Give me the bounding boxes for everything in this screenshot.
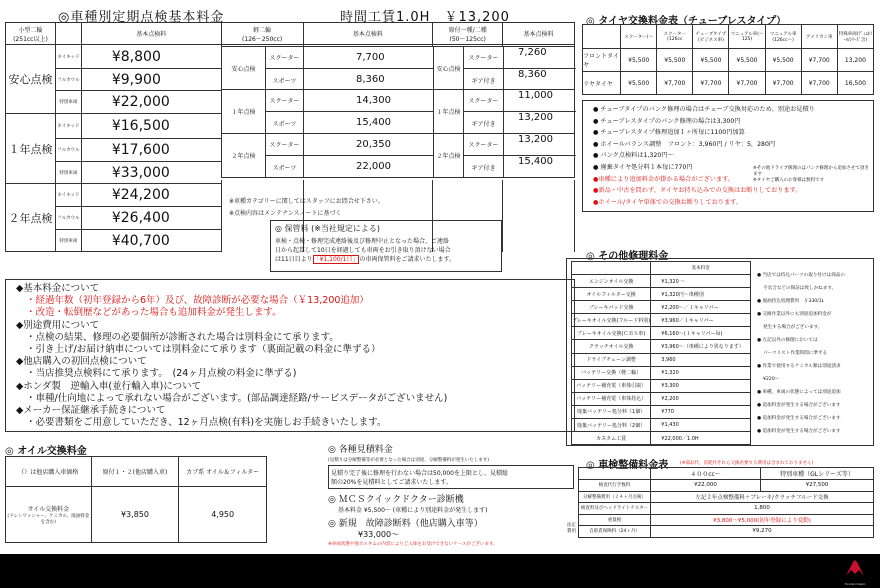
- page-title: ◎車種別定期点検基本料金: [58, 10, 225, 25]
- tire-table: [582, 24, 874, 95]
- tire-fee-cell: ¥5,500: [765, 49, 801, 72]
- tire-header-cell: スクーター(〜: [621, 25, 657, 49]
- other-item-name: バッテリー補充電（車体持込）: [572, 392, 651, 405]
- shaken-item-value: ¥22,000: [651, 480, 761, 492]
- mid-fee: 20,350: [304, 134, 434, 156]
- other-row: [572, 419, 751, 432]
- col-large-fee: 基本点検料: [81, 23, 221, 45]
- other-item-name: オイルフィルター交換: [572, 288, 651, 301]
- large-group-label: １年点検: [6, 114, 56, 184]
- basic-note-line: ◆別途費用について: [16, 319, 100, 331]
- large-fee: ¥17,600: [81, 139, 221, 162]
- shaken-item-value-special: ¥27,500: [761, 480, 874, 492]
- tire-row: [583, 49, 874, 72]
- large-fee: ¥26,400: [81, 207, 221, 230]
- oil-row-label-sub: (ドレンワッシャー、ケミカル、廃油料金を含む): [7, 514, 90, 525]
- mid-type: スクーター: [266, 90, 304, 112]
- other-item-name: クラッチオイル交換: [572, 340, 651, 353]
- oil-fee-cub: 4,950: [179, 487, 267, 543]
- small-group-label: ２年点検: [434, 134, 464, 177]
- other-row: [572, 405, 751, 418]
- tire-note-line: ● パンク点検料は1,320円〜: [593, 152, 674, 160]
- shaken-row: [579, 491, 874, 503]
- shaken-title: ◎ 車検整備料金表: [586, 460, 669, 471]
- tire-fee-cell: ¥7,700: [729, 72, 765, 95]
- shaken-item-name: 自賠責保険料（24ヶ月）: [579, 526, 651, 538]
- col-mid-fee: 基本点検料: [303, 23, 433, 45]
- oil-header-note: （）は他店購入車価格: [6, 457, 92, 487]
- small-group-label: １年点検: [434, 90, 464, 133]
- other-title: ◎ その他修理料金: [586, 251, 669, 262]
- large-type: 特別車両: [55, 230, 81, 252]
- mid-group-label: １年点検: [222, 90, 266, 133]
- labor-rate: 時間工賃1.0H ￥13,200: [340, 10, 510, 25]
- small-type: スクーター: [464, 134, 504, 156]
- other-item-name: カスタム工賃: [572, 432, 651, 445]
- shaken-table: [578, 467, 874, 538]
- storage-text-2: 日から起算して10日を経過しても車両をお引き取り頂けない場合: [275, 247, 451, 254]
- small-fee: 7,260: [504, 47, 576, 69]
- other-item-fee: ¥2,200: [651, 392, 751, 405]
- other-header-row: [572, 262, 751, 275]
- oil-fee-small: ¥3,850: [91, 487, 179, 543]
- large-type: ネイキッド: [55, 114, 81, 139]
- tire-header-cell: マニュアル車(〜125): [729, 25, 765, 49]
- mid-type: スポーツ: [266, 112, 304, 134]
- other-row: [572, 379, 751, 392]
- estimate-title: ◎ 各種見積料金: [328, 445, 393, 455]
- tire-fee-cell: ¥7,700: [657, 72, 693, 95]
- other-side-note: パーツリスト作業時間に準ずる: [757, 351, 828, 356]
- tire-row-label: フロントタイヤ: [583, 49, 621, 72]
- other-item-name: ブレーキオイル交換(フルード料別): [572, 314, 651, 327]
- other-side-note: ● 追加料金が発生する場合がございます: [757, 403, 841, 408]
- other-item-name: ブレーキオイル交換(ＣＢＳ車): [572, 327, 651, 340]
- shaken-item-name: 重量税: [579, 514, 651, 526]
- mid-small-group: [221, 46, 575, 90]
- mid-type: スクーター: [266, 47, 304, 69]
- storage-text-3-pre: は11日目より: [275, 256, 313, 263]
- shaken-note: (※部品代、消耗代それら交換必要する費用は含まれておりません): [680, 461, 814, 466]
- estimate-box-line-1: 見積り完了後に修理を行わない場合は50,000を上限とし、見積総: [331, 470, 508, 477]
- tire-note-line: ● ホイールバランス調整 フロント：3,960円 / リヤ：5，280円: [593, 140, 776, 148]
- storage-daily-fee: 「¥1,100/1日」: [313, 256, 359, 263]
- shaken-item-value: 1,800: [651, 503, 874, 515]
- tire-note-line: ● チューブレスタイプのパンク修理の場合は3,300円: [593, 117, 741, 125]
- shaken-row: [579, 503, 874, 515]
- tire-header-row: [583, 25, 874, 49]
- basic-note-line: ◆ホンダ製 逆輸入車(並行輸入車)について: [16, 380, 202, 392]
- small-group-label: 安心点検: [434, 47, 464, 90]
- shaken-header-400: ４００cc〜: [651, 468, 761, 480]
- mid-fee: 14,300: [304, 90, 434, 112]
- small-type: ギア付き: [464, 112, 504, 134]
- tire-note-line: ●新品・中古を問わず、タイヤお持ち込みでの交換はお断りしております。: [593, 187, 802, 195]
- small-fee: 8,360: [518, 69, 547, 80]
- other-row: [572, 432, 751, 445]
- basic-note-line: ・当店推奨点検料にて承ります。 (24ヶ月点検の料金に準ずる): [26, 368, 297, 380]
- shaken-item-name: 検査代行手数料: [579, 480, 651, 492]
- tire-header-cell: マニュアル車(126cc〜): [765, 25, 801, 49]
- oil-title: ◎ オイル交換料金: [5, 446, 87, 457]
- small-fee-cell: [503, 207, 575, 230]
- storage-title: ◎ 保管料 (※当社規定による): [275, 224, 381, 233]
- other-table: [571, 261, 751, 445]
- col-mid-sub: (126〜250cc): [242, 35, 283, 43]
- mid-type: スポーツ: [266, 69, 304, 91]
- other-row: [572, 288, 751, 301]
- other-side-note: ● 追加料金が発生する場合がございます: [757, 429, 841, 434]
- col-small-header: [433, 23, 503, 45]
- tire-header-cell: チューブタイプ(ビジネス車): [693, 25, 729, 49]
- col-small-title: 原付一種/二種: [448, 26, 487, 34]
- basic-note-line: ・経過年数（初年登録から6年）及び、故障診断が必要な場合（￥13,200追加）: [26, 295, 369, 307]
- basic-note-line: ◆メーカー保証継承手続きについて: [16, 405, 166, 417]
- oil-header-small: 原付１・２(他店購入車): [91, 457, 179, 487]
- mid-type: スポーツ: [266, 156, 304, 178]
- tire-fee-cell: ¥5,500: [621, 72, 657, 95]
- shaken-row: [579, 526, 874, 538]
- tire-fee-cell: ¥5,500: [729, 49, 765, 72]
- col-large-header: [6, 23, 56, 45]
- other-side-note: ● 当店では持込パーツの取り付けは商品の: [757, 273, 845, 278]
- other-row: [572, 340, 751, 353]
- tire-side-note-2: ※タイヤご購入のお客様は無料です: [753, 178, 825, 183]
- small-fee: 13,200: [504, 134, 576, 156]
- large-group-label: ２年点検: [6, 184, 56, 252]
- note-content: ※点検内容はメンテナンスノートに基づく: [229, 210, 342, 217]
- large-group-label: 安心点検: [6, 45, 56, 114]
- shaken-row: [579, 514, 874, 526]
- small-group-cell: [433, 184, 503, 207]
- other-item-name: 廃棄バッテリー処分料（2個）: [572, 419, 651, 432]
- other-item-fee: 3,960: [651, 353, 751, 366]
- basic-notes-list: [16, 283, 564, 429]
- basic-notes-box: [5, 279, 575, 432]
- tire-notes-list: [593, 104, 863, 208]
- tire-header-cell: アメリカン車: [801, 25, 837, 49]
- small-fee-cell: [503, 184, 575, 207]
- storage-text-1: 車検・点検・修理完成連絡後及び修理中止となった場合、ご連絡: [275, 238, 450, 245]
- other-item-name: 廃棄バッテリー処分料（1個）: [572, 405, 651, 418]
- oil-header-cub: カブ系 オイル＆フィルター: [179, 457, 267, 487]
- large-type: 特別車両: [55, 91, 81, 114]
- other-side-note: ● 左記以外の修理においては: [757, 338, 818, 343]
- large-fee: ¥9,900: [81, 69, 221, 91]
- tire-row-label: リヤタイヤ: [583, 72, 621, 95]
- small-fee: 13,200: [518, 112, 553, 123]
- tire-fee-cell: 16,500: [837, 72, 873, 95]
- other-item-fee: ¥3,960／１キャリパー: [651, 314, 751, 327]
- other-header-fee: 基本料金: [651, 262, 751, 275]
- estimate-box: [328, 465, 574, 489]
- tire-fee-cell: ¥5,500: [621, 49, 657, 72]
- oil-table: [5, 456, 267, 543]
- mid-fee: 7,700: [304, 47, 434, 69]
- small-fee: 15,400: [518, 156, 553, 167]
- large-fee: ¥8,800: [81, 45, 221, 69]
- small-type: スクーター: [464, 90, 504, 112]
- basic-note-line: ・車種/仕向地によって承れない場合がございます。(部品調達経路/サービスデータがございません): [26, 392, 448, 404]
- shaken-header-row: [579, 468, 874, 480]
- other-item-fee: ¥22,000／1.0H: [651, 432, 751, 445]
- tire-fee-cell: ¥7,700: [693, 72, 729, 95]
- mid-type: スクーター: [266, 134, 304, 156]
- other-header-blank: [572, 262, 651, 275]
- other-item-name: ブレーキパッド交換: [572, 301, 651, 314]
- basic-note-line: ◆基本料金について: [16, 283, 100, 294]
- other-item-fee: ¥1,320円〜車種別: [651, 288, 751, 301]
- estimate-note: (見積りは分解整備等が必要となった場合は別途、分解整備料が発生いたします): [328, 458, 490, 463]
- tire-note-line: ● チューブレスタイプ修理追加１ヶ所毎に1100円加算: [593, 129, 745, 137]
- diag-fee: ¥33,000〜: [358, 530, 400, 539]
- col-large-sub: (251cc以上): [13, 35, 48, 43]
- other-item-fee: ¥1,320: [651, 366, 751, 379]
- shaken-item-value: 左記２年点検整備料＋ブレーキ/クラッチフルード交換: [651, 491, 874, 503]
- tire-fee-cell: ¥7,700: [801, 49, 837, 72]
- tire-fee-cell: ¥7,700: [765, 72, 801, 95]
- other-item-name: バッテリー交換（軽二輪）: [572, 366, 651, 379]
- other-item-fee: ¥3,960〜（車種により異なります）: [651, 340, 751, 353]
- mid-fee: 22,000: [304, 156, 434, 178]
- tire-side-note-1: ※その他ドライブ修理のはパンク修理から追加させて頂きます: [753, 166, 869, 177]
- tire-row: [583, 72, 874, 95]
- shaken-item-name: 分解整備費用（２４ヶ月点検）: [579, 491, 651, 503]
- oil-row-label: [6, 487, 92, 543]
- inspection-fee-table: [5, 22, 575, 252]
- footer-bar: [0, 554, 880, 588]
- other-side-note: ¥220〜: [757, 377, 780, 382]
- small-fee: 11,000: [504, 90, 576, 112]
- tire-header-cell: スクーター(126cc: [657, 25, 693, 49]
- diag-title: ◎ 新規 故障診断料（他店購入車等）: [328, 519, 483, 529]
- shaken-row: [579, 480, 874, 492]
- estimate-box-line-2: 額の20%を見積料としてご請求いたします。: [331, 479, 452, 486]
- large-type: 特別車両: [55, 162, 81, 184]
- other-item-fee: ¥6,160〜(１キャリパー毎): [651, 327, 751, 340]
- other-item-name: ドライブチェーン調整: [572, 353, 651, 366]
- tire-note-line: ●ホイール/タイヤ単体での交換お断りしております。: [593, 198, 743, 206]
- storage-text-3: [275, 254, 497, 263]
- large-fee: ¥24,200: [81, 184, 221, 207]
- tire-fee-cell: ¥5,500: [693, 49, 729, 72]
- col-small-sub: (50〜125cc): [449, 35, 486, 43]
- basic-note-line: ・引き上げ/お届け納車については別料金にて承ります（裏面記載の料金に準ずる）: [26, 344, 381, 356]
- shaken-item-value: ¥9,270: [651, 526, 874, 538]
- large-fee: ¥33,000: [81, 162, 221, 184]
- honda-wing-logo-icon: [844, 558, 866, 584]
- estimate-warning: ※車両状態や強カスタムの内容によりご入庫をお受けできないケースがございます。: [328, 542, 498, 547]
- large-type: フルカウル: [55, 69, 81, 91]
- large-fee: ¥22,000: [81, 91, 221, 114]
- tire-note-line: ●車種により追加料金が掛かる場合がございます。: [593, 175, 735, 183]
- large-type: ネイキッド: [55, 45, 81, 69]
- other-row: [572, 327, 751, 340]
- shaken-item-value: ¥3,800〜¥5,000(初年登録により変動): [651, 514, 874, 526]
- shaken-item-name: 検査料及びヘッドライトテスター: [579, 503, 651, 515]
- other-side-note: 不具合などの保証は致しかねます。: [757, 286, 837, 291]
- other-side-note: ● 追加料金が発生する場合がございます: [757, 416, 841, 421]
- other-row: [572, 366, 751, 379]
- other-row: [572, 353, 751, 366]
- col-mid-header: [221, 23, 303, 45]
- tire-header-cell: [583, 25, 621, 49]
- other-item-name: バッテリー補充電（車体引取）: [572, 379, 651, 392]
- col-small-fee: 基本点検料: [503, 23, 575, 45]
- other-box: [566, 258, 874, 446]
- other-side-note: ● 作業で使用するケミカル類は別途請求: [757, 364, 841, 369]
- other-row: [572, 314, 751, 327]
- note-category: ※車種カテゴリーに関してはスタッフにお問合せ下さい。: [229, 198, 384, 205]
- basic-note-line: ・改造・転倒歴などがあった場合も追加料金が発生します。: [26, 307, 282, 319]
- basic-note-line: ・点検の結果、修理の必要個所が診断された場合は別料金にて承ります。: [26, 331, 339, 343]
- tire-title: ◎ タイヤ交換料金表（チューブレスタイプ）: [586, 16, 787, 27]
- oil-row-label-main: オイル交換料金: [27, 506, 70, 513]
- storage-fee-box: [270, 220, 502, 272]
- mid-small-group: [221, 90, 575, 134]
- tire-note-line: ● チューブタイプのパンク修理の場合はチューブ交換対応のため、別途お見積り: [593, 106, 815, 113]
- small-fee-cell: [503, 230, 575, 252]
- tire-fee-cell: ¥7,700: [801, 72, 837, 95]
- mid-small-group: [221, 134, 575, 178]
- other-item-fee: ¥770: [651, 405, 751, 418]
- basic-note-line: ◆他店購入の初回点検について: [16, 356, 147, 368]
- other-side-notes: [757, 269, 873, 438]
- other-item-fee: ¥3,300: [651, 379, 751, 392]
- basic-note-line: ・必要書類をご用意していただき、12ヶ月点検(有料)を実施しお手続きいたします。: [26, 417, 387, 429]
- estimate-section: [328, 442, 578, 547]
- tire-fee-cell: 13,200: [837, 49, 873, 72]
- mid-group-label: 安心点検: [222, 47, 266, 90]
- other-side-note: ● 廃油持込処理費用 ￥330/1L: [757, 299, 825, 304]
- other-side-note: 発生する場合がございます。: [757, 325, 823, 330]
- shaken-header-special: 特別車種（GLシリーズ等）: [761, 468, 874, 480]
- other-item-name: エンジンオイル交換: [572, 275, 651, 288]
- small-type: スクーター: [464, 47, 504, 69]
- mid-fee: 8,360: [304, 69, 434, 91]
- storage-text-3-post: の車両保管料をご請求いたします。: [359, 256, 456, 263]
- large-type: ネイキッド: [55, 184, 81, 207]
- col-mid-title: 軽二輪: [253, 26, 272, 34]
- large-type: フルカウル: [55, 139, 81, 162]
- other-row: [572, 275, 751, 288]
- tire-notes-box: [582, 100, 874, 212]
- other-row: [572, 301, 751, 314]
- large-fee: ¥16,500: [81, 114, 221, 139]
- other-row: [572, 392, 751, 405]
- mid-small-panel: [221, 46, 575, 180]
- shaken-header-blank: [579, 468, 651, 480]
- small-type: ギア付き: [464, 69, 504, 91]
- tire-note-line: ● 廃棄タイヤ処分料１本毎に770円: [593, 163, 693, 171]
- footer-logo-text: Honda Dream: [844, 582, 866, 586]
- mcs-fee: 基本料金 ¥5,500〜 (車種により別途料金が発生します): [338, 507, 488, 514]
- tire-header-cell: 特殊車両(ﾃﾞｨﾑﾎｲｰﾙ/ｼﾘｰｽﾞ含): [837, 25, 873, 49]
- mid-fee: 15,400: [304, 112, 434, 134]
- other-side-note: ● 交換作業以外にも別途追加料金が: [757, 312, 832, 317]
- other-side-note: ● 車種、車両の状態によっては別途追加: [757, 390, 841, 395]
- mcs-title: ◎ ＭＣＳクイックドクター診断機: [328, 495, 464, 505]
- tire-fee-cell: ¥5,500: [657, 49, 693, 72]
- other-item-fee: ¥1,320 〜: [651, 275, 751, 288]
- large-type: フルカウル: [55, 207, 81, 230]
- other-item-fee: ¥2,200〜／１キャリパー: [651, 301, 751, 314]
- mid-group-label: ２年点検: [222, 134, 266, 177]
- other-item-fee: ¥1,430: [651, 419, 751, 432]
- large-fee: ¥40,700: [81, 230, 221, 252]
- small-type: ギア付き: [464, 156, 504, 178]
- shaken-legal-fee-label: 法定費用: [567, 523, 576, 534]
- col-large-title: 小型二輪: [18, 26, 43, 34]
